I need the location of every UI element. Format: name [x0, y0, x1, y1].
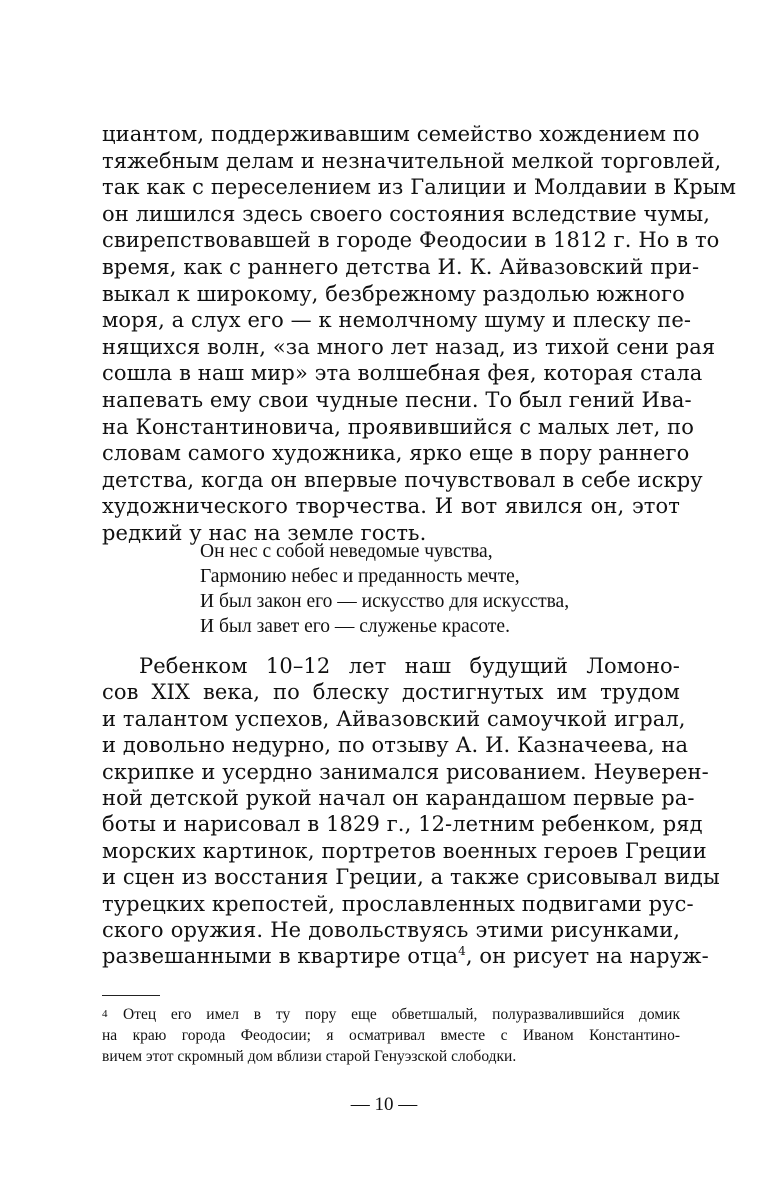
- text-line: время, как с раннего детства И. К. Айвазовский при-: [102, 255, 700, 279]
- text-line: нящихся волн, «за много лет назад, из тихой сени рая: [102, 334, 716, 359]
- text-line: выкал к широкому, безбрежному раздолью южного: [102, 281, 685, 306]
- text-line: сошла в наш мир» эта волшебная фея, которая стала: [102, 361, 703, 386]
- text-line: и довольно недурно, по отзыву А. И. Казначеева, на: [102, 733, 689, 758]
- text-line: он лишился здесь своего состояния вследствие чумы,: [102, 201, 710, 226]
- text-line: художнического творчества. И вот явился он, этот: [102, 494, 680, 519]
- footnote-line: Отец его имел в ту пору еще обветшалый, полуразвалившийся домик: [123, 1006, 680, 1023]
- footnote-line: вичем этот скромный дом вблизи старой Генуэзской слободки.: [102, 1048, 517, 1065]
- text-line: морских картинок, портретов военных героев Греции: [102, 838, 707, 863]
- page-number: — 10 —: [350, 1094, 418, 1115]
- text-line: сов XIX века, по блеску достигнутых им трудом: [102, 680, 680, 705]
- footnote-line: на краю города Феодосии; я осматривал вместе с Иваном Константино-: [102, 1027, 680, 1044]
- text-line: тяжебным делам и незначительной мелкой торговлей,: [102, 148, 722, 173]
- text-fragment: , он рисует на наруж-: [465, 944, 709, 969]
- text-line: напевать ему свои чудные песни. То был гений Ива-: [102, 388, 692, 412]
- footnote-number: 4: [102, 1008, 108, 1020]
- text-line: Ребенком 10–12 лет наш будущий Ломоно-: [139, 654, 680, 678]
- text-line: свирепствовавшей в городе Феодосии в 1812 г. Но в то: [102, 228, 720, 253]
- text-line: ского оружия. Не довольствуясь этими рисунками,: [102, 918, 680, 942]
- text-line: ной детской рукой начал он карандашом первые ра-: [102, 786, 695, 810]
- footnote-separator: [102, 995, 160, 996]
- text-line: редкий у нас на земле гость.: [102, 521, 427, 545]
- text-line: турецких крепостей, прославленных подвигами рус-: [102, 891, 694, 916]
- text-fragment: развешанными в квартире отца: [102, 944, 459, 969]
- text-line: на Константиновича, проявившийся с малых лет, по: [102, 414, 695, 439]
- text-line: скрипке и усердно занимался рисованием. Неуверен-: [102, 759, 709, 784]
- text-line: так как с переселением из Галиции и Молдавии в Крым: [102, 175, 737, 200]
- verse-line: Гармонию небес и преданность мечте,: [200, 566, 520, 587]
- text-line: боты и нарисовал в 1829 г., 12-летним ребенком, ряд: [102, 812, 703, 837]
- text-line: детства, когда он впервые почувствовал в себе искру: [102, 467, 703, 492]
- text-line-with-footnote: [102, 942, 709, 970]
- text-line: циантом, поддерживавшим семейство хождением по: [102, 122, 700, 146]
- text-line: и сцен из восстания Греции, а также срисовывал виды: [102, 865, 720, 890]
- text-line: моря, а слух его — к немолчному шуму и плеску пе-: [102, 308, 692, 333]
- text-line: и талантом успехов, Айвазовский самоучкой играл,: [102, 706, 686, 731]
- verse-line: И был завет его — служенье красоте.: [200, 616, 510, 637]
- text-line: словам самого художника, ярко еще в пору раннего: [102, 441, 690, 466]
- verse-line: Он нес с собой неведомые чувства,: [200, 541, 493, 562]
- footnote-reference[interactable]: 4: [458, 944, 466, 959]
- verse-line: И был закон его — искусство для искусства,: [200, 591, 570, 612]
